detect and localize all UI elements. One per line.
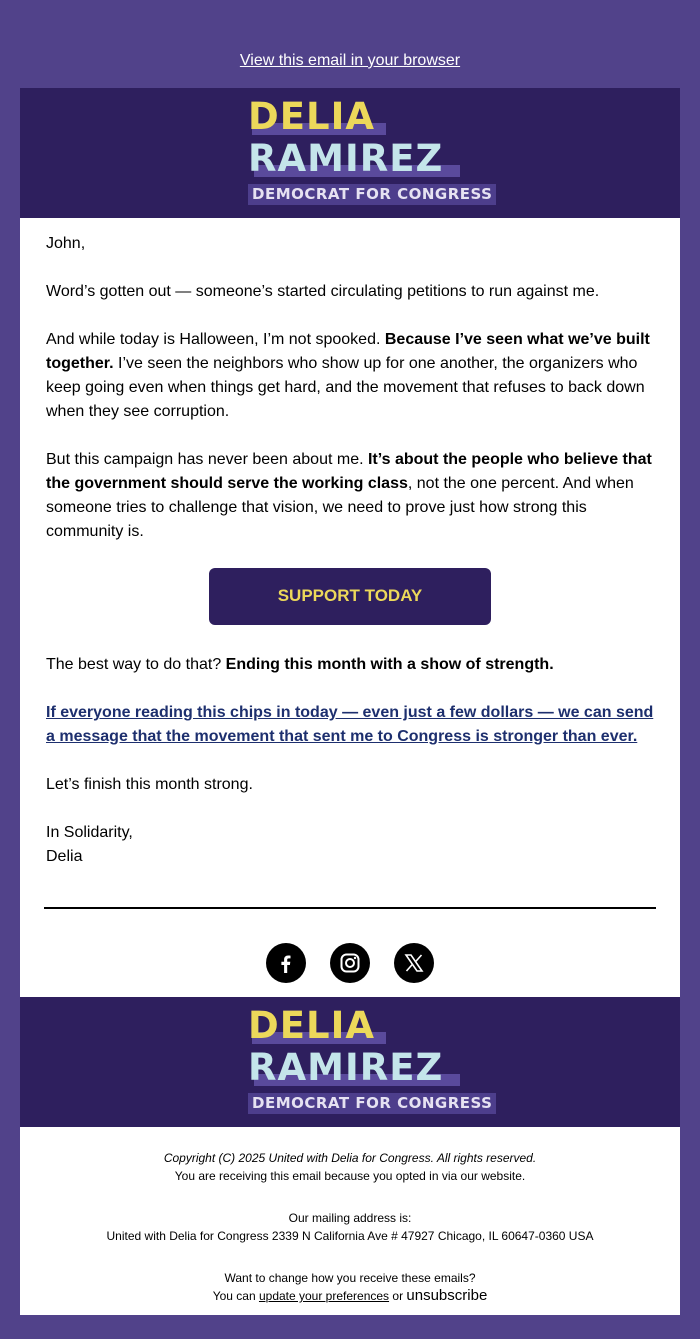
logo-tagline: DEMOCRAT FOR CONGRESS (248, 184, 496, 205)
footer-banner (20, 997, 680, 1127)
mailing-label: Our mailing address is: (288, 1211, 412, 1225)
donate-link[interactable]: If everyone reading this chips in today — even just a few dollars — we can send a message that the movement that sent me to Congress is stronger than ever. (46, 704, 654, 745)
support-today-button[interactable]: SUPPORT TODAY (209, 568, 491, 625)
update-preferences-link[interactable]: update your preferences (258, 1289, 390, 1303)
paragraph-3: But this campaign has never been about me. It’s about the people who believe that the government should serve the working class, not the one percent. And when someone tries to challenge that vision, we need to prove just how strong this community is. (46, 451, 652, 540)
copyright: Copyright (C) 2025 United with Delia for Congress. All rights reserved. (163, 1151, 537, 1165)
cta-row (46, 568, 654, 625)
greeting: John, (46, 235, 86, 252)
signoff: In Solidarity, (46, 824, 133, 841)
social-links (20, 909, 680, 997)
logo-first-name: DELIA (248, 95, 375, 138)
footer-logo-tagline: DEMOCRAT FOR CONGRESS (248, 1093, 496, 1114)
footer-logo-last-name: RAMIREZ (248, 1046, 444, 1089)
paragraph-6: Let’s finish this month strong. (46, 776, 253, 793)
view-in-browser-link[interactable]: View this email in your browser (239, 52, 461, 69)
footer-logo-first-name: DELIA (248, 1004, 375, 1047)
paragraph-4: The best way to do that? Ending this month with a show of strength. (46, 656, 554, 673)
paragraph-2: And while today is Halloween, I’m not spooked. Because I’ve seen what we’ve built together. I’ve seen the neighbors who show up for one another, the organizers who keep going even when things get hard, and the movement that refuses to back down when they see corruption. (46, 331, 650, 420)
x-icon[interactable] (394, 943, 434, 983)
signoff-block (46, 821, 654, 869)
change-prompt: Want to change how you receive these emails? (224, 1271, 476, 1285)
opt-in-note: You are receiving this email because you opted in via our website. (174, 1169, 526, 1183)
footer-logo (248, 1004, 508, 1117)
logo-last-name: RAMIREZ (248, 137, 444, 180)
email-body (20, 218, 680, 869)
paragraph-1: Word’s gotten out — someone’s started circulating petitions to run against me. (46, 283, 600, 300)
paragraph-5 (46, 701, 654, 749)
top-bar (0, 0, 700, 88)
mailing-address: United with Delia for Congress 2339 N California Ave # 47927 Chicago, IL 60647-0360 USA (106, 1229, 594, 1243)
footer (20, 1127, 680, 1315)
copyright-block (30, 1149, 670, 1185)
mailing-block (30, 1209, 670, 1245)
instagram-icon[interactable] (330, 943, 370, 983)
email-container (20, 88, 680, 1315)
candidate-logo (248, 95, 508, 208)
signature: Delia (46, 848, 83, 865)
preferences-block: Want to change how you receive these emails? You can update your preferences or unsubscribe (212, 1271, 488, 1304)
facebook-icon[interactable] (266, 943, 306, 983)
unsubscribe-link[interactable]: unsubscribe (406, 1287, 488, 1304)
header-banner (20, 88, 680, 218)
